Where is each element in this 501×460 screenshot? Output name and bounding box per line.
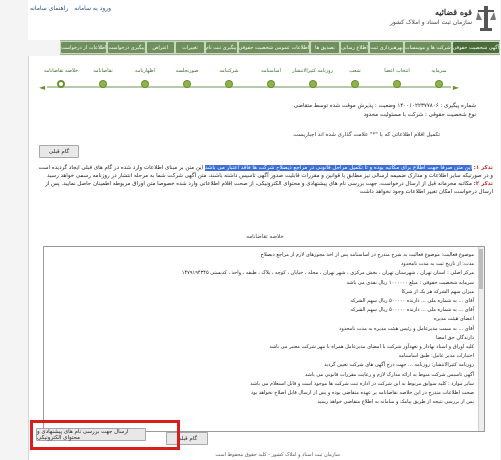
nav-item-certificates[interactable]: تصدیق ها	[311, 42, 339, 53]
step-statute[interactable]	[251, 66, 291, 88]
step-dot	[351, 80, 359, 88]
step-summary[interactable]	[41, 66, 81, 88]
summary-line: پس از بررسی نتیجه از طریق پیامک و سامانه به اطلاع متقاضی خواهد رسید	[317, 399, 474, 406]
wizard-steps	[39, 66, 459, 98]
submit-for-review-button[interactable]: ارسال جهت بررسی نام های پیشنهادی و محتوای الکترونیکی	[36, 428, 146, 441]
main-panel	[28, 56, 500, 460]
nav-item-request-info[interactable]: اطلاعات از درخواست	[61, 42, 106, 53]
notes	[37, 164, 493, 196]
nav-item-companies[interactable]: شرکت ها و موسسات	[405, 42, 451, 53]
step-label: شرکتنامه	[219, 68, 239, 74]
summary-line: مدت: از تاریخ ثبت به مدت نامحدود	[401, 261, 474, 268]
step-partnership-deed[interactable]	[209, 66, 249, 88]
summary-line: سرمایه شخصیت حقوقی : مبلغ ۱۰۰۰۰۰۰ ریال نقدی می باشد	[346, 279, 474, 286]
highlight-frame	[30, 420, 180, 450]
footer: سازمان ثبت اسناد و املاک کشور - کلیه حقوق محفوظ است	[215, 452, 340, 458]
nav-item-changes[interactable]: تغییرات	[176, 42, 204, 53]
summary-line: موضوع فعالیت: موضوع فعالیت به شرح مندرج در اساسنامه پس از اخذ مجوزهای لازم از مراجع ذیصلاح	[260, 252, 474, 258]
summary-line: آگهی تاسیس شرکت منوط به ارائه مدارک لازم و رعایت مقررات قانونی می باشد	[305, 371, 474, 378]
help-link[interactable]: راهنمای سامانه	[30, 5, 69, 12]
step-dot	[267, 80, 275, 88]
logo	[389, 4, 496, 34]
required-fields-note: تکمیل اقلام اطلاعاتی که با "*" علامت گذاری شده اند اجباریست	[293, 132, 440, 138]
note1-title: تذکر ۱:	[473, 165, 493, 171]
request-info	[56, 102, 476, 120]
summary-scrollbar[interactable]	[478, 247, 484, 431]
note2-body: مکاتبه محرمانه قبل از ارسال درخواست، جهت بررسی نام های پیشنهادی و محتوای الکترونیکی، از صحت اقلام اطلاعاتی وارد شده خصوصا متن اوراق مربوطه اطمینان حاصل نمایید. پس از ارسال درخواست امکان تغییر اطلاعات وجود نخواهد داشت	[45, 181, 493, 195]
step-dot	[99, 80, 107, 88]
step-label: خلاصه تقاضانامه	[43, 68, 79, 74]
note1-body: این متن بر مبنای اطلاعات وارد شده در گام های قبلی ایجاد گردیده است و در صورتیکه سایر اطلاعات و مدارک ضمیمه ارسالی نیز مطابق با قوانین و مقررات قابلیت صدور آگهی تاسیس داشته باشند، متن آگهی شرکت شما به مرحله انتشار در روزنامه رسمی خواهد رسید	[38, 165, 493, 179]
arrow-right-icon[interactable]: ►	[452, 83, 459, 92]
summary-line: آقای ... به سمت مدیرعامل و رئیس هیئت مدیره به مدت نامحدود	[339, 325, 474, 332]
summary-line: دارندگان حق امضا	[436, 334, 474, 341]
summary-lines	[54, 251, 474, 407]
previous-step-button-bottom[interactable]: گام قبلی	[166, 432, 208, 445]
step-minutes[interactable]	[167, 66, 207, 88]
step-newspaper[interactable]	[293, 66, 333, 88]
step-label: صورتجلسه	[175, 68, 199, 74]
step-dot	[183, 80, 191, 88]
summary-textbox[interactable]	[43, 246, 485, 432]
step-label: انتخاب اعضا	[384, 68, 410, 74]
login-link[interactable]: ورود به سامانه	[74, 5, 112, 12]
step-label: شعب	[349, 68, 361, 74]
summary-line: میزان سهم الشرکه هر یک از شرکا	[401, 288, 474, 295]
nav-item-request-tracking[interactable]: پیگیری درخواست	[108, 42, 144, 53]
nav-item-registry[interactable]: بهرهبرداری ثبت	[370, 42, 403, 53]
nav-item-public-info[interactable]: اطلاعات عمومی شخصیت حقوقی	[239, 42, 310, 53]
header	[28, 0, 500, 40]
main-nav	[60, 40, 500, 55]
summary-line: روزنامه کثیرالانتشار: روزنامه ... جهت درج آگهی های شرکت تعیین گردید	[324, 362, 474, 369]
step-declaration[interactable]	[125, 66, 165, 88]
step-dot	[393, 80, 401, 88]
step-dot	[225, 80, 233, 88]
step-dot	[141, 80, 149, 88]
summary-heading: خلاصه تقاضانامه	[246, 234, 284, 240]
arrow-left-icon[interactable]: ◄	[39, 83, 46, 92]
step-members[interactable]	[377, 66, 417, 88]
step-label: روزنامه کثیرالانتشار	[292, 68, 333, 74]
summary-line: سایر موارد : کلیه سوابق مربوط به این شرکت در اداره ثبت شرکت ها موجود است و قابل استعلام می باشد	[250, 380, 474, 387]
summary-line: مرکز اصلی : استان تهران ، شهرستان تهران ، بخش مرکزی ، شهر تهران ، محله ، خیابان ، کوچه ، پلاک ، طبقه ، واحد ، کدپستی ۱۴۷۹۱۹۴۳۴۵	[181, 270, 474, 277]
scrollbar-thumb[interactable]	[479, 249, 483, 289]
judiciary-emblem-icon	[476, 4, 496, 32]
step-branches[interactable]	[335, 66, 375, 88]
top-links	[30, 5, 111, 12]
nav-item-name-tracking[interactable]: پیگیری ثبت نام	[206, 42, 237, 53]
entity-type: نوع شخصیت حقوقی : شرکت با مسئولیت محدود	[363, 112, 476, 118]
nav-item-objection[interactable]: اعتراض	[147, 42, 175, 53]
step-label: سرمایه	[431, 68, 447, 74]
step-dot	[57, 80, 65, 88]
summary-line: آقای ... به شماره ملی ... دارنده ۵۰۰۰۰۰ ریال سهم الشرکه	[350, 307, 474, 314]
step-label: اظهارنامه	[135, 68, 155, 74]
step-label: اساسنامه	[261, 68, 281, 74]
previous-step-button-top[interactable]: گام قبلی	[39, 145, 79, 158]
summary-line: کلیه اوراق و اسناد بهادار و تعهدآور شرکت با امضای مدیرعامل همراه با مهر شرکت معتبر می باشد	[269, 344, 474, 351]
summary-line: صحت اطلاعات مندرج در این خلاصه تقاضانامه بر عهده متقاضی بوده و پس از ارسال قابل اصلاح نخواهد بود	[250, 390, 474, 397]
summary-line: آقای ... به شماره ملی ... دارنده ۵۰۰۰۰۰ ریال سهم الشرکه	[350, 298, 474, 305]
step-application[interactable]	[83, 66, 123, 88]
step-dot	[435, 80, 443, 88]
nav-item-announcement[interactable]: آگهی شخصیت حقوقی	[453, 42, 499, 53]
step-label: تقاضانامه	[93, 68, 113, 74]
nav-item-information[interactable]: اطلاع رسانی	[341, 42, 369, 53]
summary-line: اعضای هیئت مدیره	[434, 316, 474, 323]
logo-subtitle: سازمان ثبت اسناد و املاک کشور	[389, 19, 472, 26]
tracking-number: شماره پیگیری : ۱۴۰۰۱۰۲۲۳۷۷۸۰۶ وضعیت : پذیرش موقت شده توسط متقاضی	[293, 103, 476, 109]
logo-title: قوه قضائیه	[434, 7, 472, 17]
step-dot	[309, 80, 317, 88]
summary-line: اختیارات مدیر عامل: طبق اساسنامه	[398, 353, 474, 360]
note1-highlight: این متن صرفا جهت اطلاع برای مکاتبه بوده و تا تکمیل مراحل قانونی در مراجع ذیصلاح شرکت ها فاقد اعتبار می باشد	[204, 165, 472, 171]
note2-title: تذکر ۲:	[473, 181, 493, 187]
